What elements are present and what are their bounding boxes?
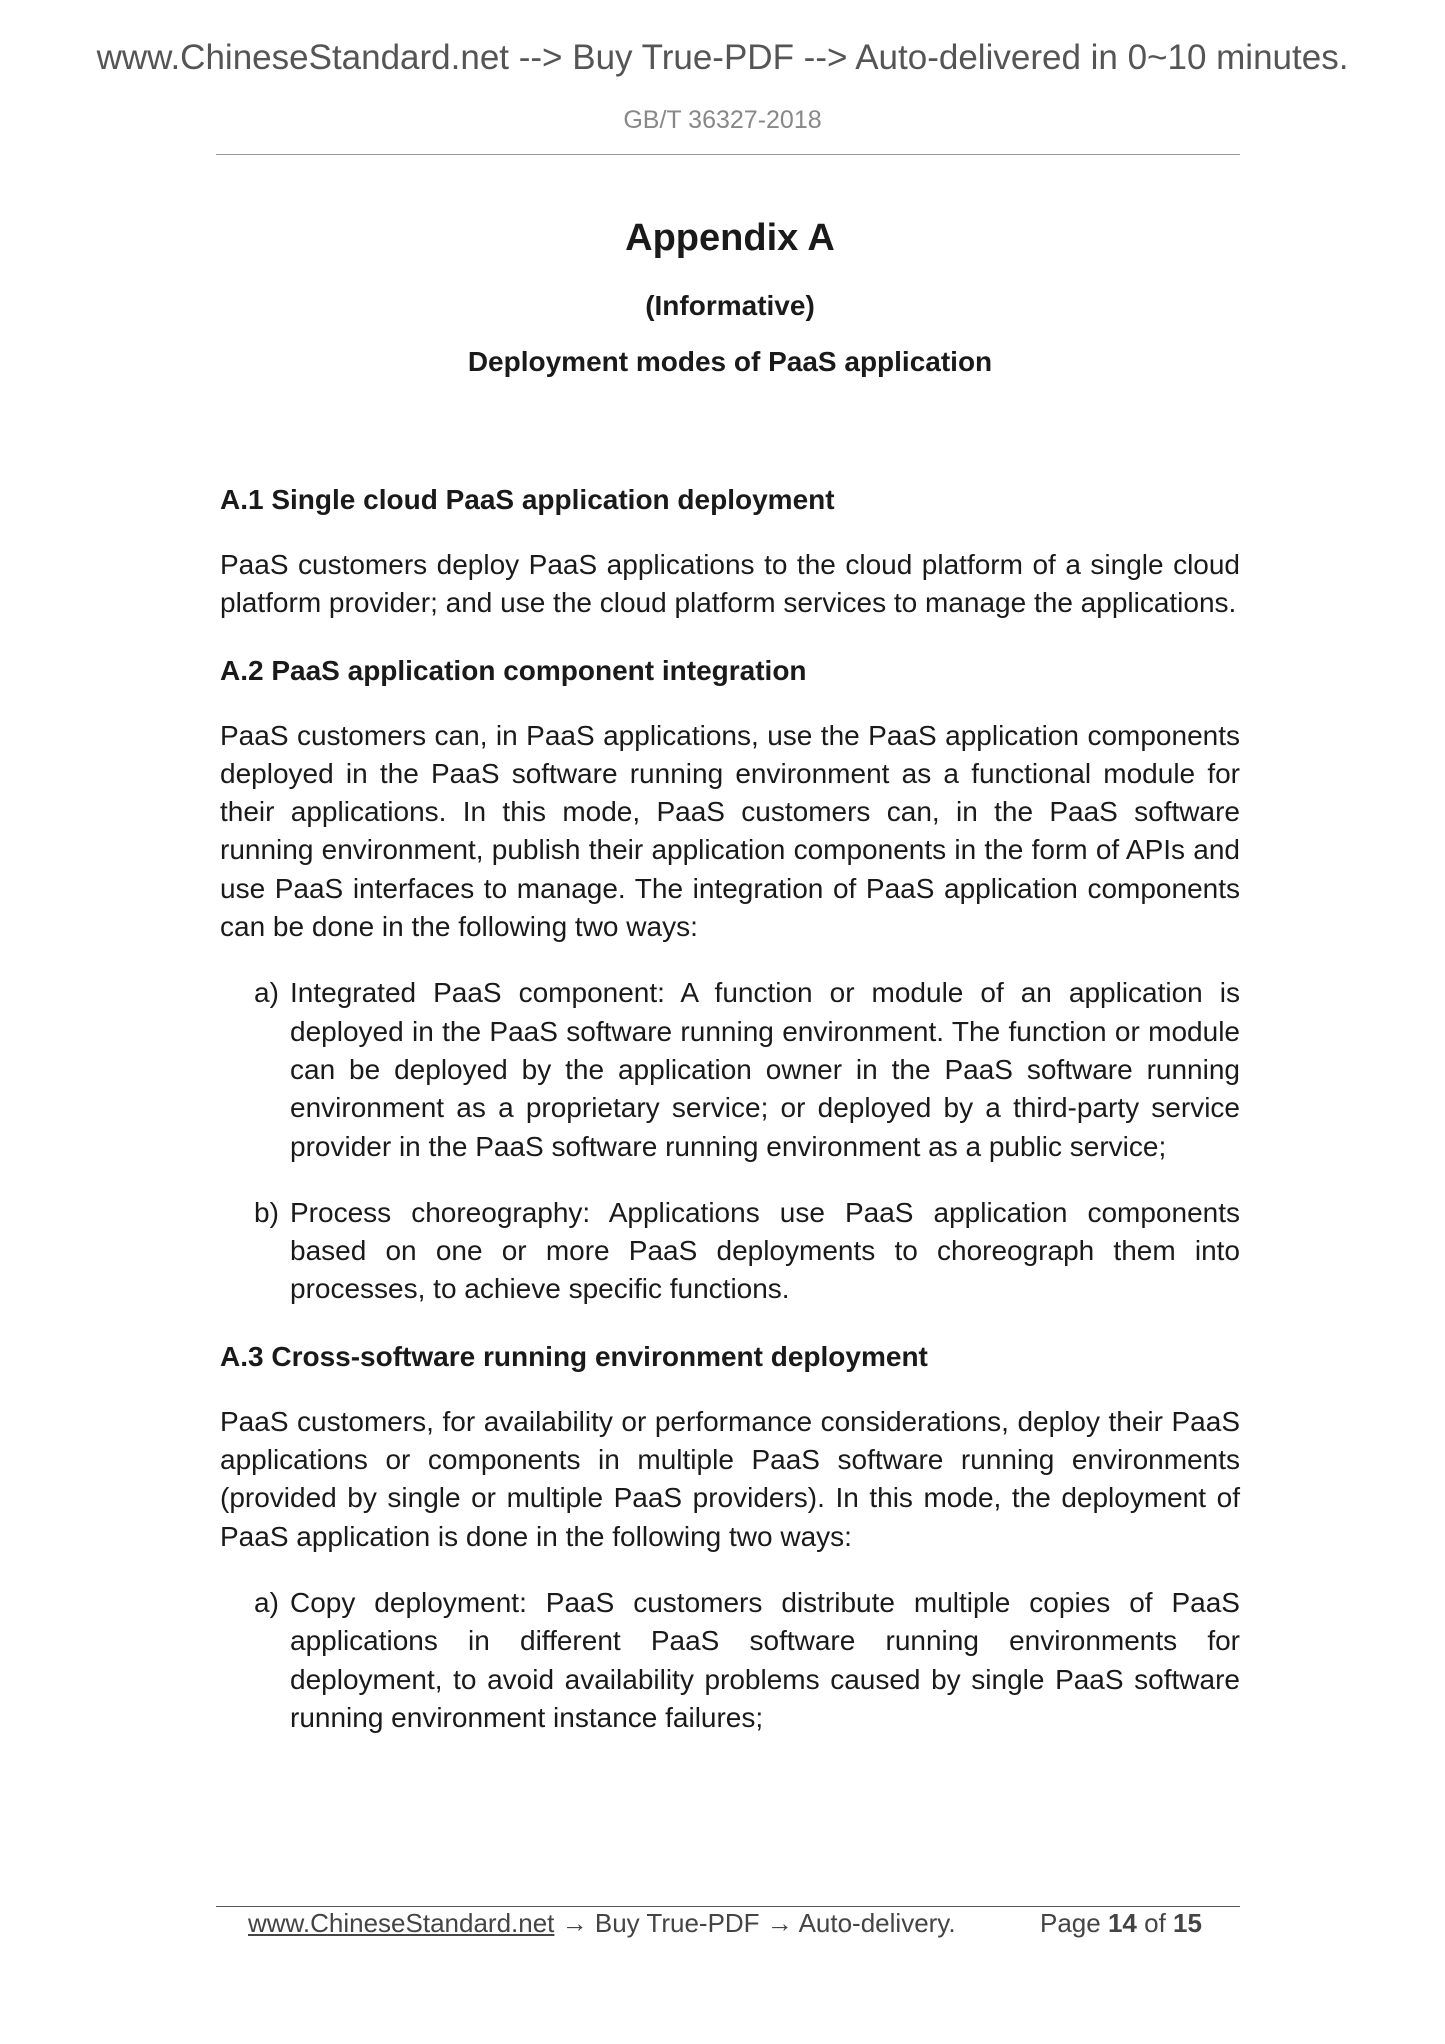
appendix-subtitle: (Informative)	[645, 290, 815, 321]
page-content	[220, 208, 1240, 1737]
page-label: Page	[1040, 1908, 1101, 1938]
list-item-a3-a	[220, 1584, 1240, 1737]
section-heading-a3: A.3 Cross-software running environment deployment	[220, 1340, 928, 1372]
list-marker: a)	[254, 977, 279, 1009]
standard-code: GB/T 36327-2018	[623, 106, 822, 134]
list-item-text: Process choreography: Applications use PaaS application components based on one or more PaaS deployments to choreograph them into processes, to achieve specific functions.	[290, 1196, 1240, 1305]
appendix-description: Deployment modes of PaaS application	[467, 346, 993, 377]
page-total: 15	[1173, 1908, 1202, 1938]
footer-divider	[216, 1906, 1240, 1907]
list-item-text: Copy deployment: PaaS customers distribute multiple copies of PaaS applications in different PaaS software running environments for deployment, to avoid availability problems caused by single PaaS software running environment instance failures;	[290, 1586, 1240, 1733]
section-heading-a2: A.2 PaaS application component integration	[220, 654, 807, 686]
list-marker: b)	[254, 1196, 279, 1228]
section-paragraph-a3: PaaS customers, for availability or performance considerations, deploy their PaaS applications or components in multiple PaaS software running environments (provided by single or multiple PaaS providers). In this mode, the deployment of PaaS application is done in the following two ways:	[220, 1405, 1240, 1552]
top-banner: www.ChineseStandard.net --> Buy True-PDF --> Auto-delivered in 0~10 minutes.	[96, 38, 1349, 77]
list-marker: a)	[254, 1586, 279, 1618]
appendix-title: Appendix A	[625, 217, 835, 259]
page-current: 14	[1107, 1908, 1137, 1938]
header-divider	[216, 154, 1240, 155]
list-item-a2-b	[220, 1194, 1240, 1309]
footer-promo-text: → Buy True-PDF → Auto-delivery.	[554, 1908, 956, 1938]
section-heading-a1: A.1 Single cloud PaaS application deployment	[220, 484, 835, 515]
footer-link[interactable]: www.ChineseStandard.net	[248, 1908, 555, 1938]
footer-promo	[248, 1908, 956, 1939]
of-label: of	[1144, 1908, 1166, 1938]
page-number	[1040, 1908, 1202, 1939]
list-item-text: Integrated PaaS component: A function or module of an application is deployed in the PaaS software running environment. The function or module can be deployed by the application owner in the PaaS software running environment as a proprietary service; or deployed by a third-party service provider in the PaaS software running environment as a public service;	[290, 977, 1240, 1162]
list-item-a2-a	[220, 974, 1240, 1165]
section-paragraph-a2: PaaS customers can, in PaaS applications, use the PaaS application components deployed in the PaaS software running environment as a functional module for their applications. In this mode, PaaS customers can, in the PaaS software running environment, publish their application components in the form of APIs and use PaaS interfaces to manage. The integration of PaaS application components can be done in the following two ways:	[220, 719, 1240, 943]
section-paragraph-a1: PaaS customers deploy PaaS applications to the cloud platform of a single cloud platform provider; and use the cloud platform services to manage the applications.	[220, 549, 1240, 619]
